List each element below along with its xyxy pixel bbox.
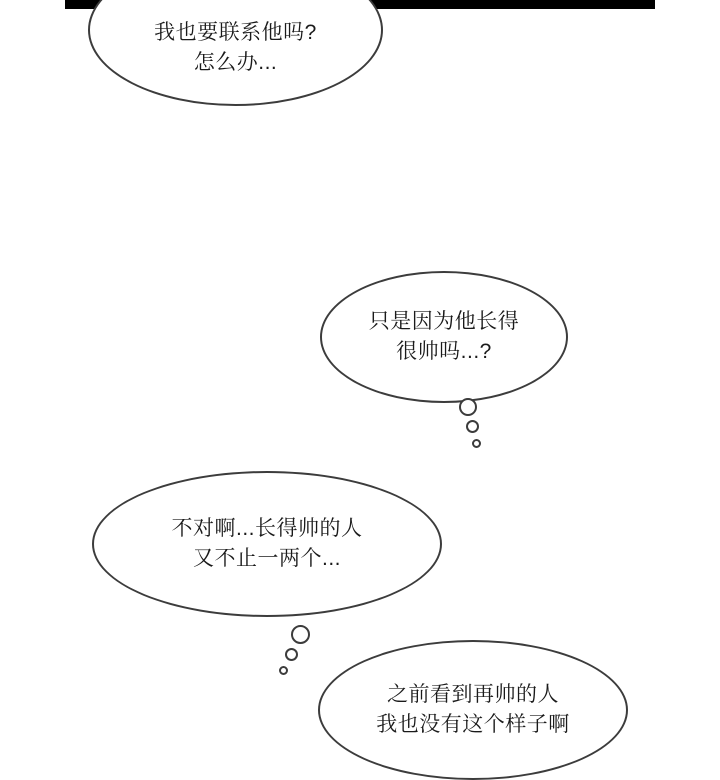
thought-tail-bubble-2 bbox=[466, 420, 479, 433]
bubble-4-line-2: 我也没有这个样子啊 bbox=[376, 713, 570, 736]
thought-tail-bubble-3 bbox=[279, 666, 288, 675]
bubble-3-line-2: 又不止一两个... bbox=[192, 547, 341, 570]
bubble-4-line-1: 之前看到再帅的人 bbox=[387, 682, 559, 706]
speech-bubble-1 bbox=[88, 0, 383, 106]
thought-tail-bubble-2 bbox=[459, 398, 477, 416]
bubble-1-line-1: 我也要联系他吗? bbox=[154, 20, 317, 44]
thought-tail-bubble-3 bbox=[291, 625, 310, 644]
speech-bubble-3 bbox=[92, 471, 442, 617]
bubble-2-line-1: 只是因为他长得 bbox=[368, 309, 520, 333]
bubble-2-line-2: 很帅吗...? bbox=[396, 340, 492, 363]
thought-tail-bubble-3 bbox=[285, 648, 298, 661]
thought-tail-bubble-2 bbox=[472, 439, 481, 448]
speech-bubble-2 bbox=[320, 271, 568, 403]
speech-bubble-4 bbox=[318, 640, 628, 780]
bubble-3-line-1: 不对啊...长得帅的人 bbox=[171, 516, 363, 540]
bubble-1-line-2: 怎么办... bbox=[193, 51, 278, 74]
